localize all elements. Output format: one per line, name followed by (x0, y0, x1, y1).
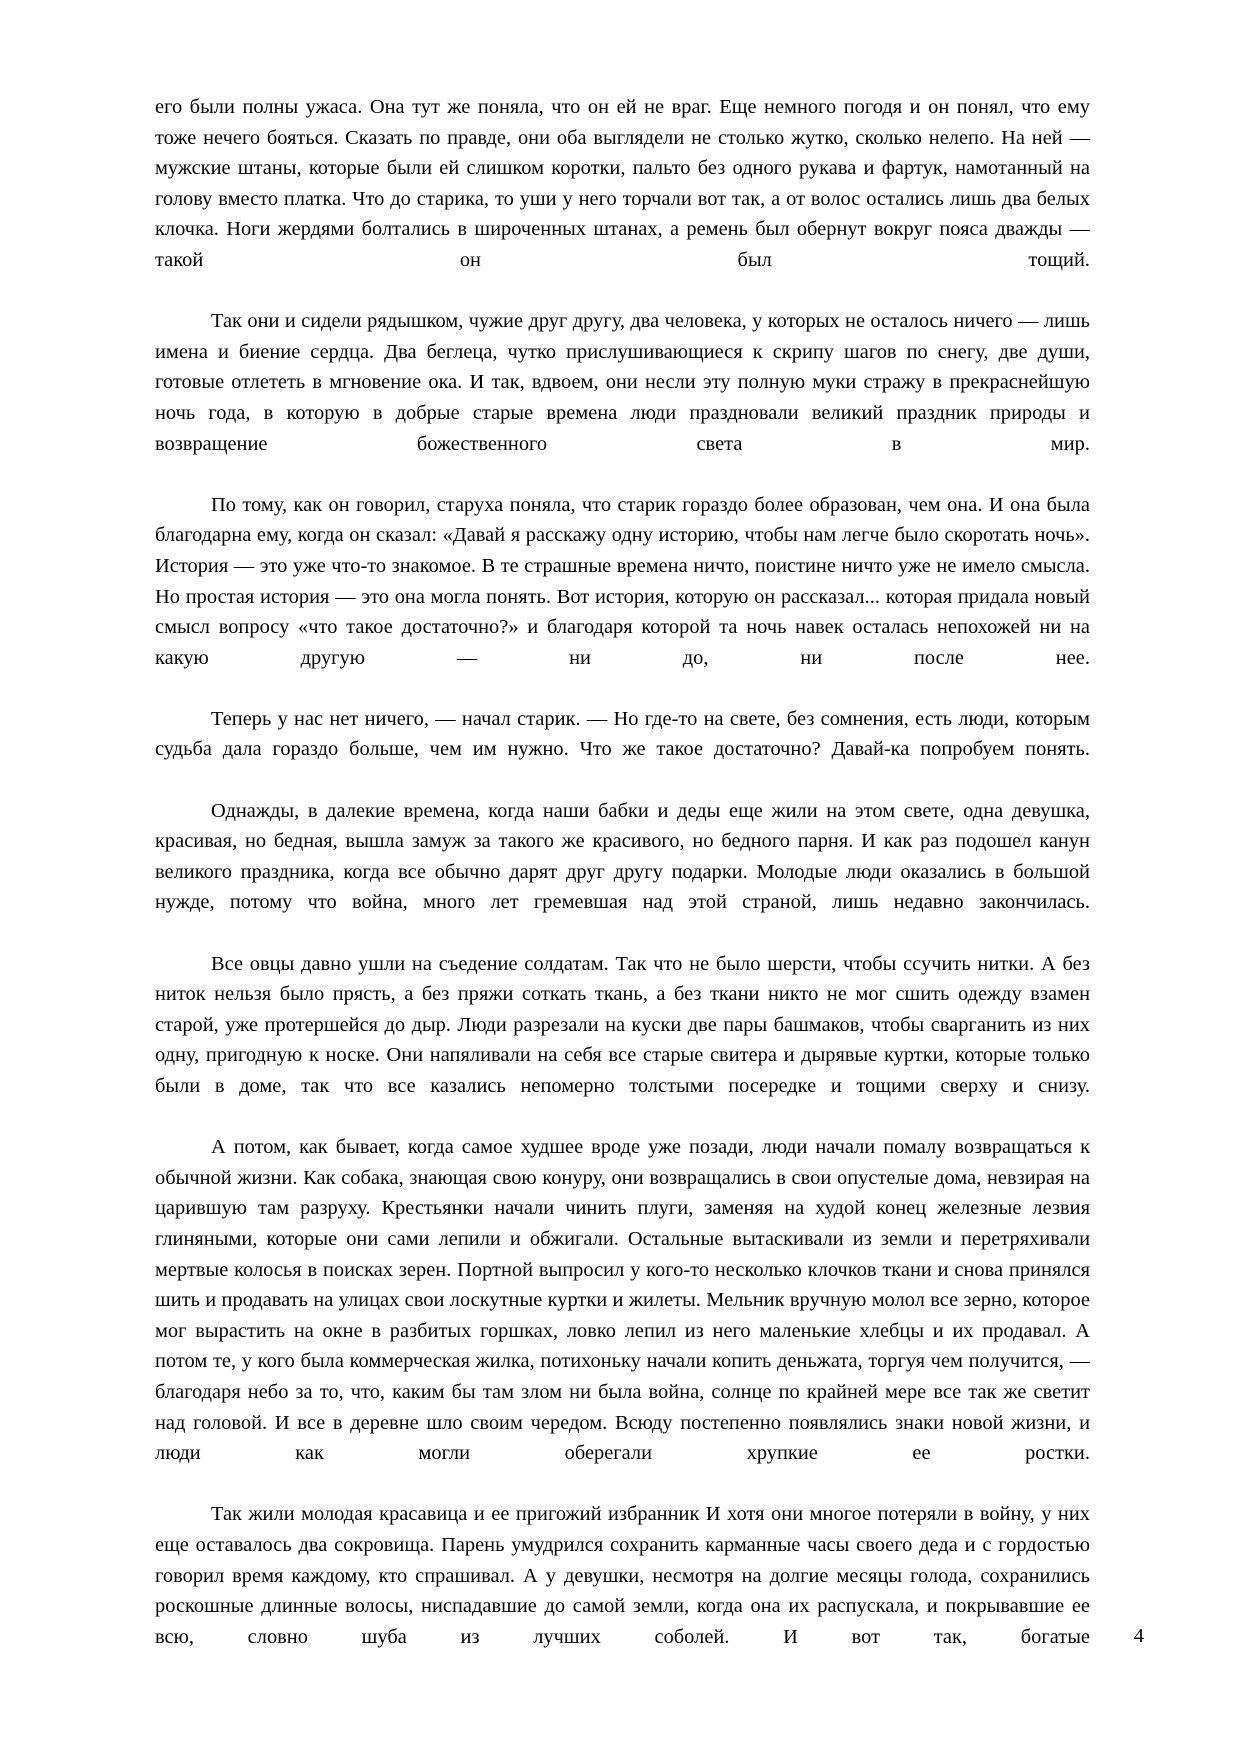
paragraph-5: Однажды, в далекие времена, когда наши бабки и деды еще жили на этом свете, одна девушка, красивая, но бедная, вышла замуж за такого же красивого, но бедного парня. И как раз подошел канун великого праздника, когда все обычно дарят друг другу подарки. Молодые люди оказались в большой нужде, потому что война, много лет гремевшая над этой страной, лишь недавно закончилась. (155, 799, 1090, 914)
paragraph-8: Так жили молодая красавица и ее пригожий избранник И хотя они многое потеряли в войну, у них еще оставалось два сокровища. Парень умудрился сохранить карманные часы своего деда и с гордостью говорил время каждому, кто спрашивал. А у девушки, несмотря на долгие месяцы голода, сохранились роскошные длинные волосы, ниспадавшие до самой земли, когда она их распускала, и покрывавшие ее всю, словно шуба из лучших соболей. И вот так, богатые (155, 1503, 1090, 1648)
page-body-text (155, 92, 1090, 1683)
paragraph-1: его были полны ужаса. Она тут же поняла, что он ей не враг. Еще немного погодя и он понял, что ему тоже нечего бояться. Сказать по правде, они оба выглядели не столько жутко, сколько нелепо. На ней — мужские штаны, которые были ей слишком коротки, пальто без одного рукава и фартук, намотанный на голову вместо платка. Что до старика, то уши у него торчали вот так, а от волос остались лишь два белых клочка. Ноги жердями болтались в широченных штанах, а ремень был обернут вокруг пояса дважды — такой он был тощий. (155, 96, 1090, 271)
paragraph-7: А потом, как бывает, когда самое худшее вроде уже позади, люди начали помалу возвращаться к обычной жизни. Как собака, знающая свою конуру, они возвращались в свои опустелые дома, невзирая на царившую там разруху. Крестьянки начали чинить плуги, заменяя на худой конец железные лезвия глиняными, которые они сами лепили и обжигали. Остальные вытаскивали из земли и перетряхивали мертвые колосья в поисках зерен. Портной выпросил у кого-то несколько клочков ткани и снова принялся шить и продавать на улицах свои лоскутные куртки и жилеты. Мельник вручную молол все зерно, которое мог вырастить на окне в разбитых горшках, ловко лепил из него маленькие хлебцы и их продавал. А потом те, у кого была коммерческая жилка, потихоньку начали копить деньжата, торгуя чем получится, — благодаря небо за то, что, каким бы там злом ни была война, солнце по крайней мере все так же светит над головой. И все в деревне шло своим чередом. Всюду постепенно появлялись знаки новой жизни, и люди как могли оберегали хрупкие ее ростки. (155, 1136, 1090, 1465)
paragraph-6: Все овцы давно ушли на съедение солдатам. Так что не было шерсти, чтобы ссучить нитки. А без ниток нельзя было прясть, а без пряжи соткать ткань, а без ткани никто не мог сшить одежду взамен старой, уже протершейся до дыр. Люди разрезали на куски две пары башмаков, чтобы сварганить из них одну, пригодную к носке. Они напяливали на себя все старые свитера и дырявые куртки, которые только были в доме, так что все казались непомерно толстыми посередке и тощими сверху и снизу. (155, 952, 1090, 1097)
paragraph-2: Так они и сидели рядышком, чужие друг другу, два человека, у которых не осталось ничего — лишь имена и биение сердца. Два беглеца, чутко прислушивающиеся к скрипу шагов по снегу, две души, готовые отлететь в мгновение ока. И так, вдвоем, они несли эту полную муки стражу в прекраснейшую ночь года, в которую в добрые старые времена люди праздновали великий праздник природы и возвращение божественного света в мир. (155, 310, 1090, 455)
paragraph-3: По тому, как он говорил, старуха поняла, что старик гораздо более образован, чем она. И она была благодарна ему, когда он сказал: «Давай я расскажу одну историю, чтобы нам легче было скоротать ночь». История — это уже что-то знакомое. В те страшные времена ничто, поистине ничто уже не имело смысла. Но простая история — это она могла понять. Вот история, которую он рассказал... которая придала новый смысл вопросу «что такое достаточно?» и благодаря которой та ночь навек осталась непохожей ни на какую другую — ни до, ни после нее. (155, 493, 1090, 669)
paragraph-4: Теперь у нас нет ничего, — начал старик. — Но где-то на свете, без сомнения, есть люди, которым судьба дала гораздо больше, чем им нужно. Что же такое достаточно? Давай-ка попробуем понять. (155, 707, 1090, 761)
page-number: 4 (1133, 1624, 1144, 1647)
